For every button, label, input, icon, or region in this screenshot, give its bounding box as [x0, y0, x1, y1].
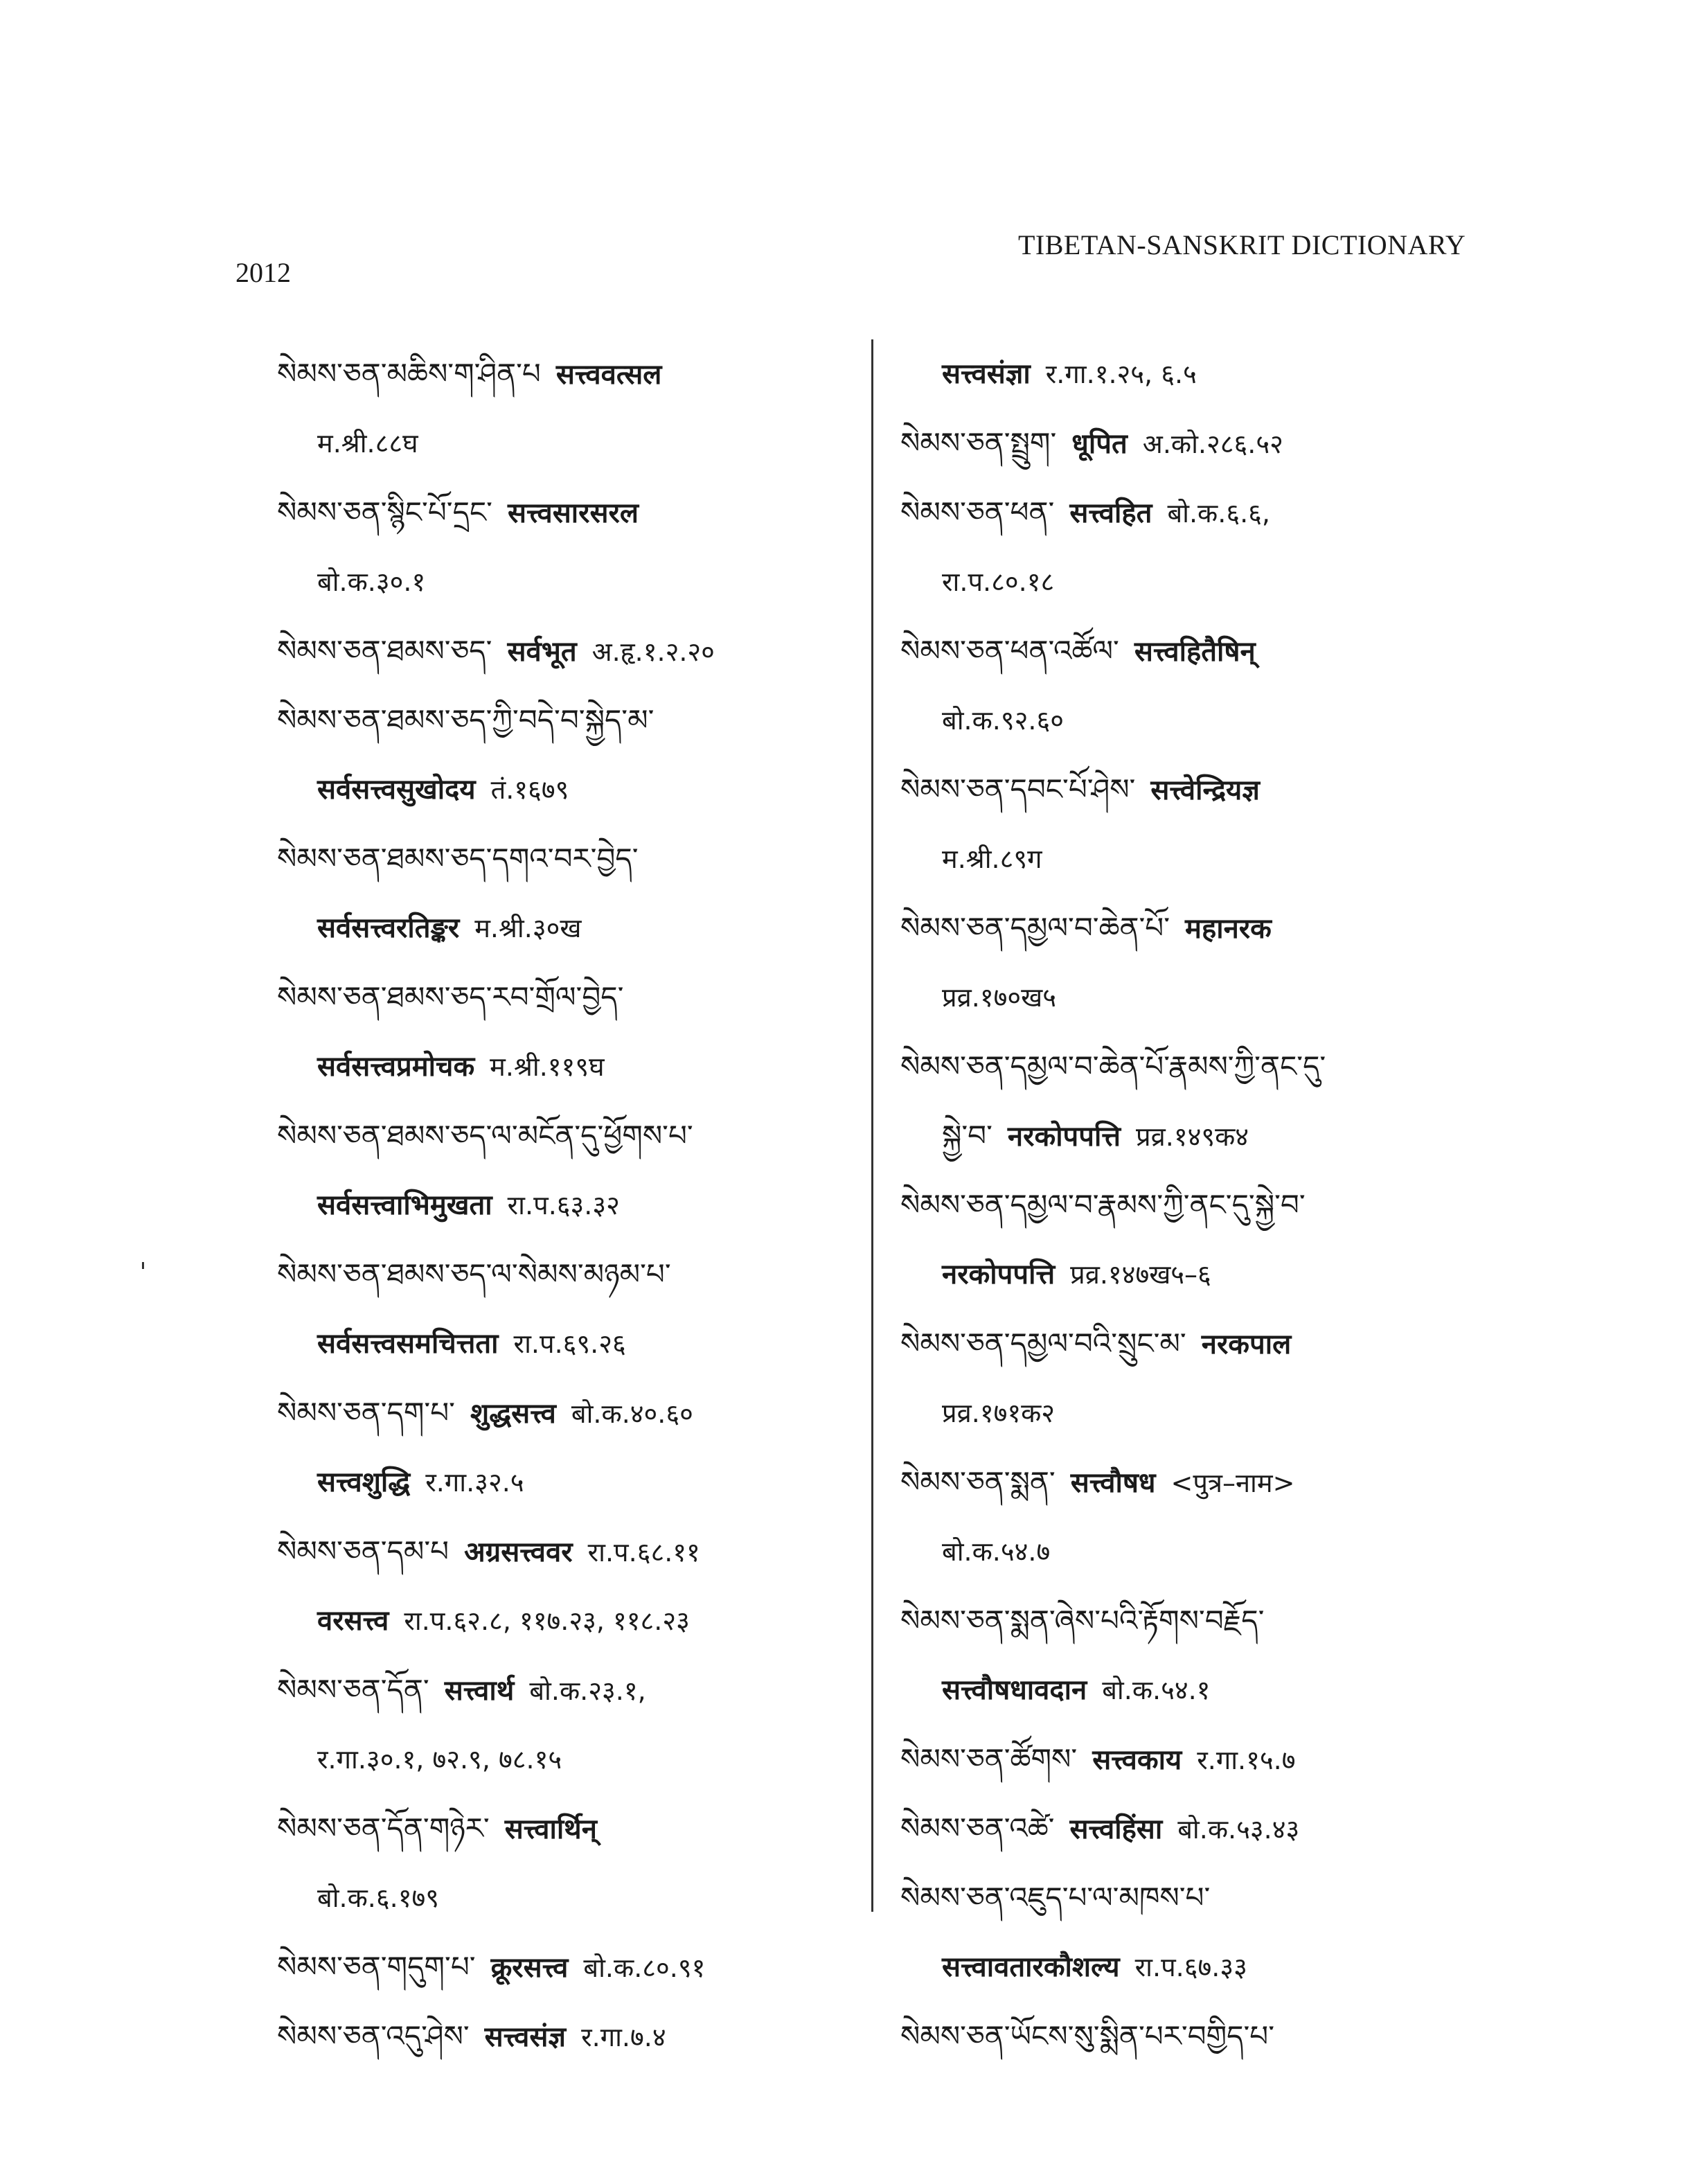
source-reference: बो.क.५३.४३ — [1177, 1814, 1300, 1845]
tibetan-headword: སེམས་ཅན་མཆིས་ག་ཤིན་པ — [277, 357, 541, 391]
tibetan-headword: སེམས་ཅན་ཕན་ — [900, 495, 1055, 529]
entry-line — [277, 686, 873, 755]
sanskrit-equivalent: सत्त्वसंज्ञ — [484, 2021, 567, 2053]
entry-line — [900, 409, 1496, 478]
source-reference: बो.क.५४.७ — [942, 1536, 1051, 1567]
entry-line — [900, 339, 1496, 409]
sanskrit-equivalent: नरकोपपत्ति — [1007, 1121, 1121, 1153]
entry-line — [900, 1725, 1496, 1794]
entry-line — [277, 1933, 873, 2002]
sanskrit-equivalent: सत्त्वार्थ — [444, 1675, 515, 1707]
entry-line — [900, 1171, 1496, 1240]
sanskrit-equivalent: सत्त्ववत्सल — [555, 359, 662, 391]
entry-line — [900, 894, 1496, 963]
tibetan-headword: སེམས་ཅན་དམྱལ་བ་ཆེན་པོ་རྣམས་ཀྱི་ནང་དུ་ — [900, 1049, 1326, 1083]
entry-line — [900, 547, 1496, 616]
source-reference: बो.क.६.६, — [1167, 498, 1270, 529]
sanskrit-equivalent: सत्त्वार्थिन् — [504, 1813, 597, 1845]
source-reference: बो.क.८०.९१ — [583, 1953, 706, 1983]
tibetan-headword: སེམས་ཅན་འཚེ་ — [900, 1811, 1055, 1845]
tibetan-headword: སེམས་ཅན་ཐམས་ཅད་ — [277, 634, 492, 668]
entry-line — [277, 1309, 873, 1378]
source-reference: बो.क.४०.६० — [571, 1399, 693, 1429]
source-reference: रा.प.६२.८, ११७.२३, ११८.२३ — [404, 1606, 690, 1636]
tibetan-headword: སེམས་ཅན་ཐམས་ཅད་ཀྱི་བདེ་བ་སྐྱེད་མ་ — [277, 703, 654, 737]
sanskrit-equivalent: सत्त्वहिंसा — [1069, 1813, 1163, 1845]
sanskrit-equivalent: सत्त्वशुद्धि — [317, 1466, 411, 1498]
source-reference: रा.प.६३.३२ — [507, 1190, 620, 1220]
tibetan-headword: སེམས་ཅན་ཐམས་ཅད་ལ་སེམས་མཉམ་པ་ — [277, 1257, 671, 1291]
entry-line — [900, 1933, 1496, 2002]
source-reference: र.गा.३२.५ — [425, 1467, 524, 1498]
source-reference: प्रव्र.१७१क२ — [942, 1398, 1056, 1428]
entry-line — [277, 1240, 873, 1309]
source-reference: बो.क.२३.१, — [529, 1676, 646, 1706]
tibetan-headword: སེམས་ཅན་ཐམས་ཅད་ལ་མངོན་དུ་ཕྱོགས་པ་ — [277, 1119, 693, 1153]
source-reference: अ.को.२८६.५२ — [1142, 429, 1283, 459]
source-reference: बो.क.६.१७९ — [317, 1883, 440, 1913]
sanskrit-equivalent: सर्वभूत — [507, 636, 577, 668]
entry-line — [900, 1655, 1496, 1725]
source-reference: म.श्री.८९ग — [942, 844, 1042, 874]
tibetan-headword: སེམས་ཅན་དག་པ་ — [277, 1396, 455, 1430]
sanskrit-equivalent: नरकोपपत्ति — [942, 1259, 1056, 1290]
entry-line — [277, 1448, 873, 1517]
tibetan-headword: སེམས་ཅན་དམྱལ་བ་ཆེན་པོ་ — [900, 911, 1170, 945]
sanskrit-equivalent: नरकपाल — [1201, 1329, 1292, 1360]
sanskrit-equivalent: अग्रसत्त्ववर — [464, 1536, 573, 1568]
entry-line — [277, 547, 873, 616]
tibetan-headword: སེམས་ཅན་སྨན་ཞེས་པའི་རྟོགས་བརྗོད་ — [900, 1604, 1265, 1637]
entry-line — [277, 1586, 873, 1655]
tibetan-headword: སེམས་ཅན་སྨན་ — [900, 1465, 1056, 1499]
tibetan-headword: སེམས་ཅན་དམྱལ་བ་རྣམས་ཀྱི་ནང་དུ་སྐྱེ་བ་ — [900, 1188, 1306, 1222]
tibetan-headword: སེམས་ཅན་དམ་པ — [277, 1534, 449, 1568]
entry-line — [900, 1863, 1496, 1933]
tibetan-headword: སེམས་ཅན་ཚོགས་ — [900, 1742, 1078, 1776]
source-reference: र.गा.१.२५, ६.५ — [1045, 359, 1197, 389]
entry-line — [900, 1032, 1496, 1101]
entry-line — [277, 409, 873, 478]
column-divider — [871, 339, 873, 1912]
sanskrit-equivalent: क्रूरसत्त्व — [490, 1952, 569, 1984]
source-reference: बो.क.५४.१ — [1102, 1675, 1211, 1705]
entry-line — [277, 2002, 873, 2071]
source-reference: रा.प.६९.२६ — [513, 1329, 626, 1359]
source-reference: रा.प.६७.३३ — [1134, 1952, 1247, 1982]
tibetan-headword: སེམས་ཅན་དབང་པོ་ཤེས་ — [900, 772, 1136, 806]
source-reference: अ.हृ.१.२.२० — [591, 637, 715, 667]
entry-line — [900, 1378, 1496, 1448]
source-reference: रा.प.८०.१८ — [942, 567, 1055, 597]
sanskrit-equivalent: सत्त्वावतारकौशल्य — [942, 1951, 1120, 1983]
entry-line — [900, 686, 1496, 755]
entry-line — [900, 963, 1496, 1032]
source-reference: म.श्री.३०ख — [474, 913, 582, 943]
entry-line — [277, 616, 873, 686]
tibetan-headword: སེམས་ཅན་སྤྲུག་ — [900, 426, 1057, 460]
entry-line — [900, 1101, 1496, 1171]
sanskrit-equivalent: वरसत्त्व — [317, 1605, 389, 1637]
source-reference: तं.१६७९ — [490, 774, 569, 805]
sanskrit-equivalent: सर्वसत्त्वाभिमुखता — [317, 1189, 492, 1221]
tibetan-headword: སེམས་ཅན་དམྱལ་བའི་སྲུང་མ་ — [900, 1326, 1186, 1360]
sanskrit-equivalent: सत्त्वहितैषिन् — [1134, 636, 1256, 668]
entry-line — [277, 963, 873, 1032]
entry-line — [900, 1517, 1496, 1586]
tibetan-headword: སྐྱེ་བ་ — [942, 1119, 992, 1153]
sanskrit-equivalent: धूपित — [1071, 428, 1128, 460]
tibetan-headword: སེམས་ཅན་ཐམས་ཅད་དགའ་བར་བྱེད་ — [277, 842, 639, 876]
sanskrit-equivalent: महानरक — [1185, 913, 1272, 945]
source-reference: प्रव्र.१४९क४ — [1136, 1121, 1249, 1152]
page-number: 2012 — [235, 257, 291, 288]
entry-line — [900, 1448, 1496, 1517]
entry-line — [277, 755, 873, 824]
sanskrit-equivalent: सत्त्वकाय — [1092, 1744, 1182, 1776]
entry-line — [277, 1794, 873, 1863]
tibetan-headword: སེམས་ཅན་དོན་ — [277, 1673, 429, 1707]
entry-line — [277, 894, 873, 963]
sanskrit-equivalent: सत्त्वसंज्ञा — [942, 358, 1031, 390]
sanskrit-equivalent: सर्वसत्त्वरतिङ्कर — [317, 912, 460, 944]
entry-line — [900, 1586, 1496, 1655]
sanskrit-equivalent: सत्त्वहित — [1069, 497, 1152, 529]
entry-line — [900, 824, 1496, 894]
source-reference: र.गा.३०.१, ७२.९, ७८.१५ — [317, 1744, 562, 1775]
entry-line — [277, 1171, 873, 1240]
source-reference: बो.क.३०.१ — [317, 567, 426, 597]
sanskrit-equivalent: सर्वसत्त्वप्रमोचक — [317, 1051, 475, 1083]
source-reference: रा.प.६८.११ — [587, 1537, 700, 1568]
source-reference: प्रव्र.१७०ख५ — [942, 982, 1056, 1013]
entry-line — [900, 1309, 1496, 1378]
entry-line — [900, 616, 1496, 686]
sanskrit-equivalent: सर्वसत्त्वसुखोदय — [317, 774, 476, 806]
margin-mark — [142, 1262, 144, 1269]
source-reference: म.श्री.११९घ — [490, 1051, 605, 1082]
source-reference: र.गा.१५.७ — [1197, 1745, 1296, 1775]
tibetan-headword: སེམས་ཅན་ཡོངས་སུ་སྨིན་པར་བགྱིད་པ་ — [900, 2019, 1275, 2053]
entry-line — [900, 2002, 1496, 2071]
entry-line — [277, 1655, 873, 1725]
sanskrit-equivalent: सत्त्वसारसरल — [507, 497, 639, 529]
sanskrit-equivalent: सर्वसत्त्वसमचित्तता — [317, 1328, 499, 1360]
sanskrit-equivalent: शुद्धसत्त्व — [470, 1398, 556, 1430]
tibetan-headword: སེམས་ཅན་གདུག་པ་ — [277, 1950, 476, 1984]
source-reference: <पुत्र–नाम> — [1170, 1468, 1295, 1498]
running-head: TIBETAN-SANSKRIT DICTIONARY — [1018, 229, 1466, 260]
entry-line — [277, 824, 873, 894]
tibetan-headword: སེམས་ཅན་དོན་གཉེར་ — [277, 1811, 490, 1845]
entry-line — [277, 1517, 873, 1586]
entry-line — [277, 1725, 873, 1794]
source-reference: र.गा.७.४ — [581, 2022, 666, 2052]
entry-line — [277, 478, 873, 547]
sanskrit-equivalent: सत्त्वौषधावदान — [942, 1674, 1087, 1706]
tibetan-headword: སེམས་ཅན་འཇུད་པ་ལ་མཁས་པ་ — [900, 1881, 1211, 1915]
entry-line — [277, 1032, 873, 1101]
entry-line — [277, 1378, 873, 1448]
entry-line — [277, 339, 873, 409]
sanskrit-equivalent: सत्त्वेन्द्रियज्ञ — [1150, 774, 1260, 806]
entry-line — [277, 1101, 873, 1171]
entry-line — [900, 755, 1496, 824]
entry-line — [277, 1863, 873, 1933]
entry-line — [900, 1794, 1496, 1863]
tibetan-headword: སེམས་ཅན་འདུ་ཤེས་ — [277, 2019, 470, 2053]
sanskrit-equivalent: सत्त्वौषध — [1070, 1467, 1156, 1499]
source-reference: प्रव्र.१४७ख५–६ — [1070, 1259, 1211, 1290]
right-column — [900, 339, 1496, 2071]
tibetan-headword: སེམས་ཅན་སྙིང་པོ་དྲང་ — [277, 495, 492, 529]
left-column — [277, 339, 873, 2071]
source-reference: बो.क.९२.६० — [942, 705, 1065, 736]
tibetan-headword: སེམས་ཅན་ཕན་འཚོལ་ — [900, 634, 1119, 668]
source-reference: म.श्री.८८घ — [317, 428, 418, 459]
entry-line — [900, 478, 1496, 547]
entry-line — [900, 1240, 1496, 1309]
tibetan-headword: སེམས་ཅན་ཐམས་ཅད་རབ་གྲོལ་བྱེད་ — [277, 980, 624, 1014]
